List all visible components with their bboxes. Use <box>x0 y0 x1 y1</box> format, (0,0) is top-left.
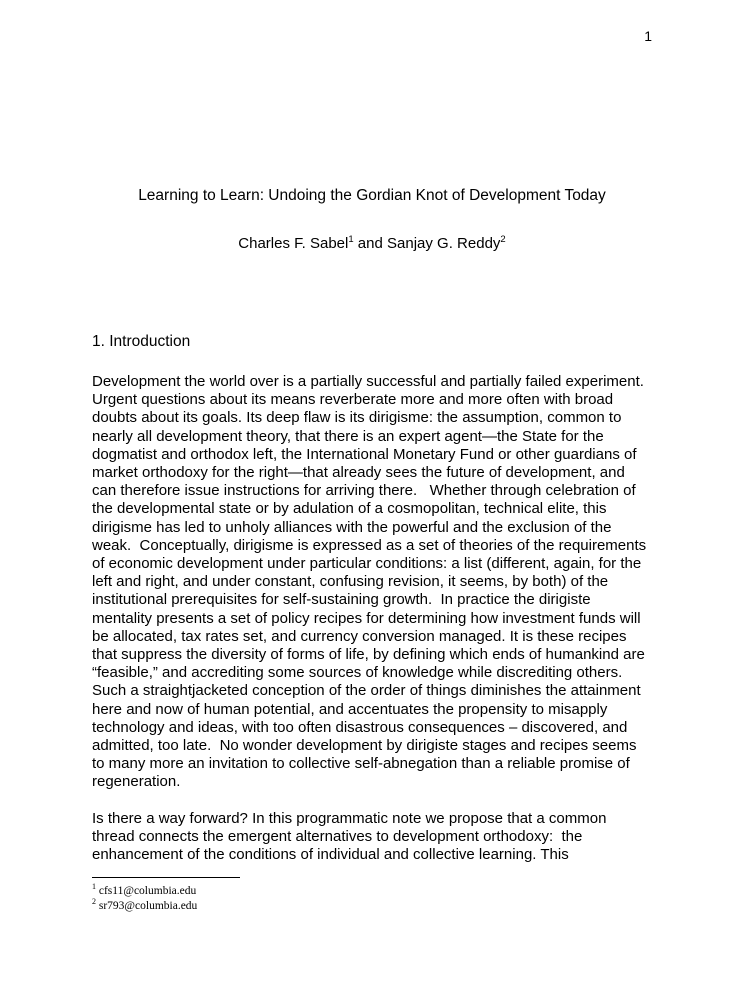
paragraph-2: Is there a way forward? In this programmatic note we propose that a common thread connects the emergent alternatives to development orthodoxy: the enhancement of the conditions of individual and collective learning. This <box>92 809 611 864</box>
footnote-1-marker: 1 <box>92 882 96 892</box>
footnote-2 <box>92 899 652 914</box>
footnote-separator-rule <box>92 877 240 878</box>
paragraph-1: Development the world over is a partially successful and partially failed experiment. Urgent questions about its means reverberate more and more often with broad doubts about its goals. Its deep flaw is its dirigisme: the assumption, common to nearly all development theory, that there is an expert agent—the State for the dogmatist and orthodox left, the International Monetary Fund or other guardians of market orthodoxy for the right—that already sees the future of development, and can therefore issue instructions for arriving there. Whether through celebration of the developmental state or by adulation of a cosmopolitan, technical elite, this dirigisme has led to unholy alliances with the powerful and the exclusion of the weak. Conceptually, dirigisme is expressed as a set of theories of the requirements of economic development under particular conditions: a list (different, again, for the left and right, and under constant, confusing revision, it seems, by both) of the institutional prerequisites for self-sustaining growth. In practice the dirigiste mentality presents a set of policy recipes for determining how investment funds will be allocated, tax rates set, and currency conversion managed. It is these recipes that suppress the diversity of forms of life, by defining which ends of humankind are “feasible,” and accrediting some sources of knowledge while discrediting others. Such a straightjacketed conception of the order of things diminishes the attainment here and now of human potential, and accentuates the propensity to misapply technology and ideas, with too often disastrous consequences – discovered, and admitted, too late. No wonder development by dirigiste stages and recipes seems to many more an invitation to collective self-abnegation than a reliable promise of regeneration. <box>92 373 653 791</box>
paper-title: Learning to Learn: Undoing the Gordian Knot of Development Today <box>138 187 606 204</box>
footnotes-section <box>92 877 652 914</box>
footnote-1-text: cfs11@columbia.edu <box>98 885 197 897</box>
author-1-name: Charles F. Sabel <box>238 235 349 252</box>
footnote-2-text: sr793@columbia.edu <box>98 900 198 912</box>
authors-separator: and <box>353 235 388 252</box>
section-heading-introduction: 1. Introduction <box>92 333 191 350</box>
footnote-1 <box>92 884 652 899</box>
author-1-footnote-marker: 1 <box>348 234 354 245</box>
author-2-name: Sanjay G. Reddy <box>387 235 501 252</box>
authors-line <box>92 235 652 253</box>
page-number: 1 <box>644 28 652 44</box>
page-content <box>92 0 652 864</box>
author-2-footnote-marker: 2 <box>500 234 506 245</box>
footnote-2-marker: 2 <box>92 897 96 907</box>
